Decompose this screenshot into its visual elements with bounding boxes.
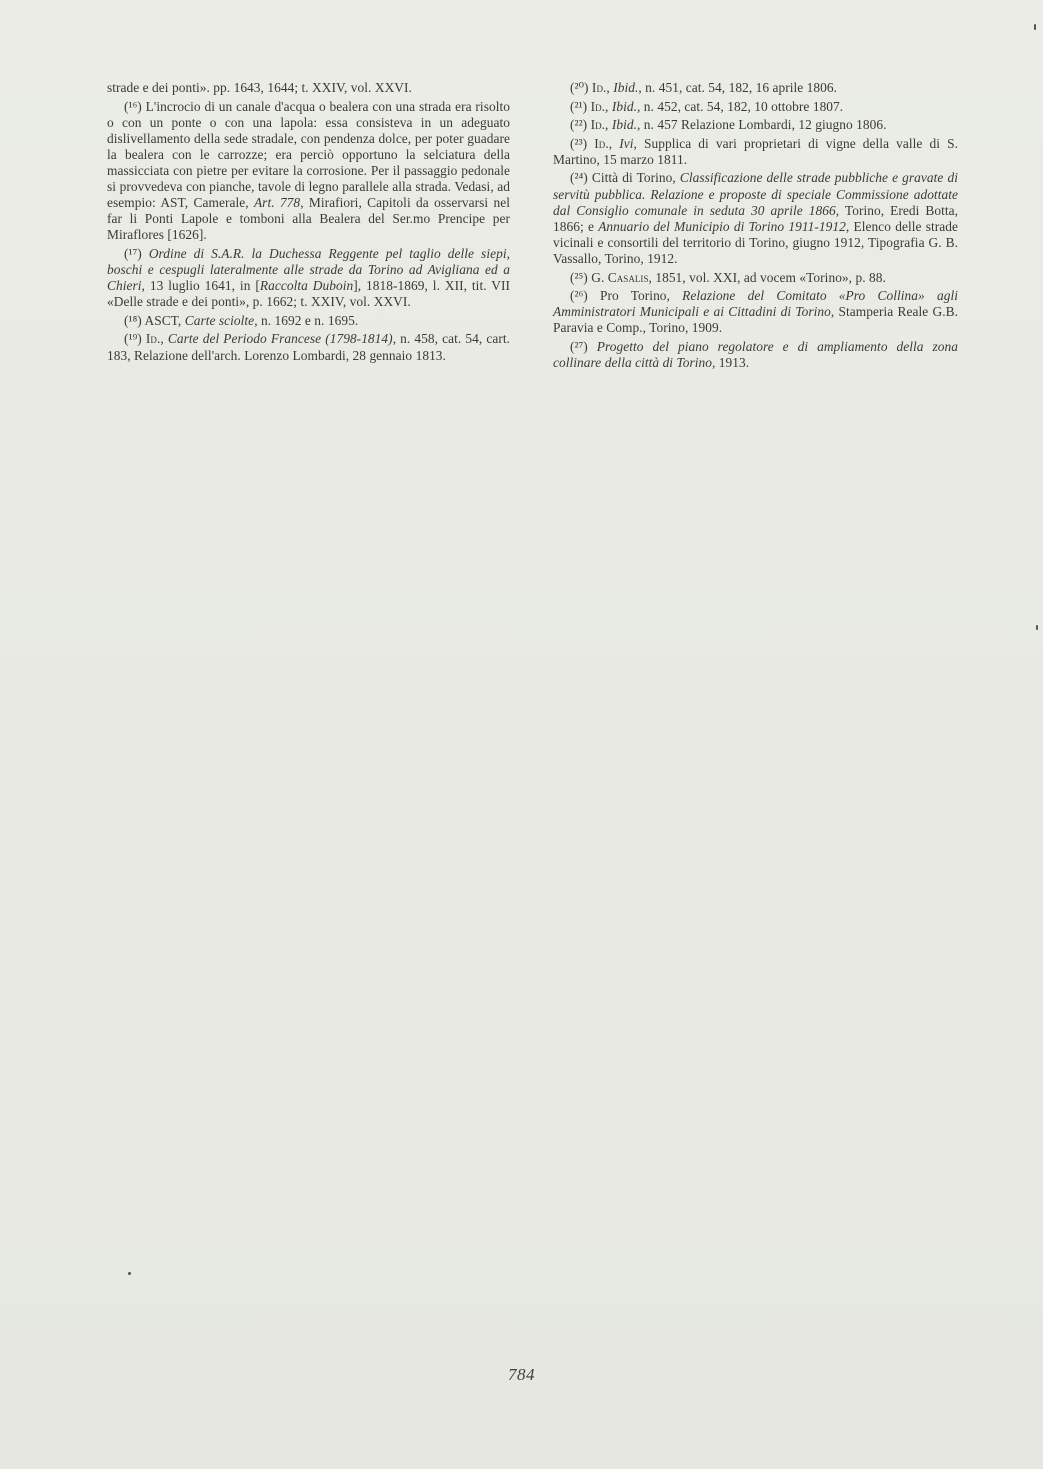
footnote-marker: (²²) [570, 117, 588, 133]
footnote-note-18 [107, 313, 510, 329]
footnote-note-21 [553, 99, 958, 115]
footnote-marker: (²⁶) [570, 288, 588, 304]
footnote-text: Ordine di S.A.R. la Duchessa Reggente pel taglio delle siepi, boschi e cespugli lateralmente alle strade da Torino ad Avigliana ed a Chieri, 13 luglio 1641, in [Raccolta Duboin], 1818-1869, l. XII, tit. VII «Delle strade e dei ponti», p. 1662; t. XXIV, vol. XXVI. [107, 245, 511, 310]
footnote-marker: (²⁷) [570, 338, 588, 354]
footnote-marker: (¹⁶) [124, 98, 142, 114]
footnote-note-25 [553, 270, 958, 286]
footnote-marker: (²⁰) [570, 80, 589, 95]
footnote-note-26 [553, 288, 958, 336]
footnote-note-cont [107, 80, 510, 96]
footnote-text: strade e dei ponti». pp. 1643, 1644; t. XXIV, vol. XXVI. [107, 80, 412, 95]
footnote-note-17 [107, 246, 510, 310]
footnote-text: ASCT, Carte sciolte, n. 1692 e n. 1695. [144, 312, 359, 328]
footnote-note-19 [107, 331, 510, 363]
footnote-marker: (¹⁹) [124, 331, 142, 347]
footnote-marker: (²¹) [570, 98, 588, 114]
footnotes-right-column [553, 80, 958, 374]
footnote-note-20 [553, 80, 958, 96]
footnote-marker: (²⁵) [570, 269, 588, 285]
footnote-text: Progetto del piano regolatore e di ampliamento della zona collinare della città di Torino, 1913. [553, 338, 958, 370]
footnote-note-24 [553, 170, 958, 267]
footnote-marker: (¹⁷) [124, 245, 142, 261]
footnote-marker: (²⁴) [570, 170, 588, 186]
margin-speck [1034, 24, 1036, 30]
footnote-text: Id., Ibid., n. 457 Relazione Lombardi, 12 giugno 1806. [590, 117, 887, 133]
margin-speck [1036, 625, 1038, 630]
footnote-text: Pro Torino, Relazione del Comitato «Pro Collina» agli Amministratori Municipali e ai Cittadini di Torino, Stamperia Reale G.B. Paravia e Comp., Torino, 1909. [553, 288, 959, 336]
footnote-note-23 [553, 136, 958, 168]
footnote-text: L'incrocio di un canale d'acqua o bealera con una strada era risolto o con un ponte o con una lapola: essa consisteva in un adeguato dislivellamento della sede stradale, con pendenza dolce, per poter guadare la bealera con le carrozze; era perciò opportuno la selciatura della massicciata con pietre per evitare la corrosione. Per il passaggio pedonale si provvedeva con pianche, tavole di legno parallele alla strada. Vedasi, ad esempio: AST, Camerale, Art. 778, Mirafiori, Capitoli da osservarsi nel far li Ponti Lapole e tomboni alla Bealera del Ser.mo Prencipe per Miraflores [1626]. [107, 98, 511, 243]
footnote-marker: (²³) [570, 135, 588, 151]
footnote-note-16 [107, 99, 510, 244]
footnotes-left-column [107, 80, 510, 366]
footnote-note-27 [553, 339, 958, 371]
footnote-text: Id., Ibid., n. 451, cat. 54, 182, 16 aprile 1806. [591, 80, 838, 95]
footnote-text: G. Casalis, 1851, vol. XXI, ad vocem «Torino», p. 88. [591, 269, 886, 285]
footnote-text: Città di Torino, Classificazione delle strade pubbliche e gravate di servitù pubblica. Relazione e proposte di speciale Commissione adottate dal Consiglio comunale in seduta 30 aprile 1866, Torino, Eredi Botta, 1866; e Annuario del Municipio di Torino 1911-1912, Elenco delle strade vicinali e consortili del territorio di Torino, giugno 1912, Tipografia G. B. Vassallo, Torino, 1912. [553, 170, 958, 266]
footnote-text: Id., Ivi, Supplica di vari proprietari di vigne della valle di S. Martino, 15 marzo 1811. [553, 135, 958, 167]
footnote-text: Id., Ibid., n. 452, cat. 54, 182, 10 ottobre 1807. [590, 98, 844, 114]
page-number: 784 [508, 1365, 535, 1384]
margin-speck [128, 1272, 131, 1275]
footnote-text: Id., Carte del Periodo Francese (1798-1814), n. 458, cat. 54, cart. 183, Relazione dell'arch. Lorenzo Lombardi, 28 gennaio 1813. [107, 331, 510, 363]
footnote-note-22 [553, 117, 958, 133]
footnote-marker: (¹⁸) [124, 312, 142, 328]
